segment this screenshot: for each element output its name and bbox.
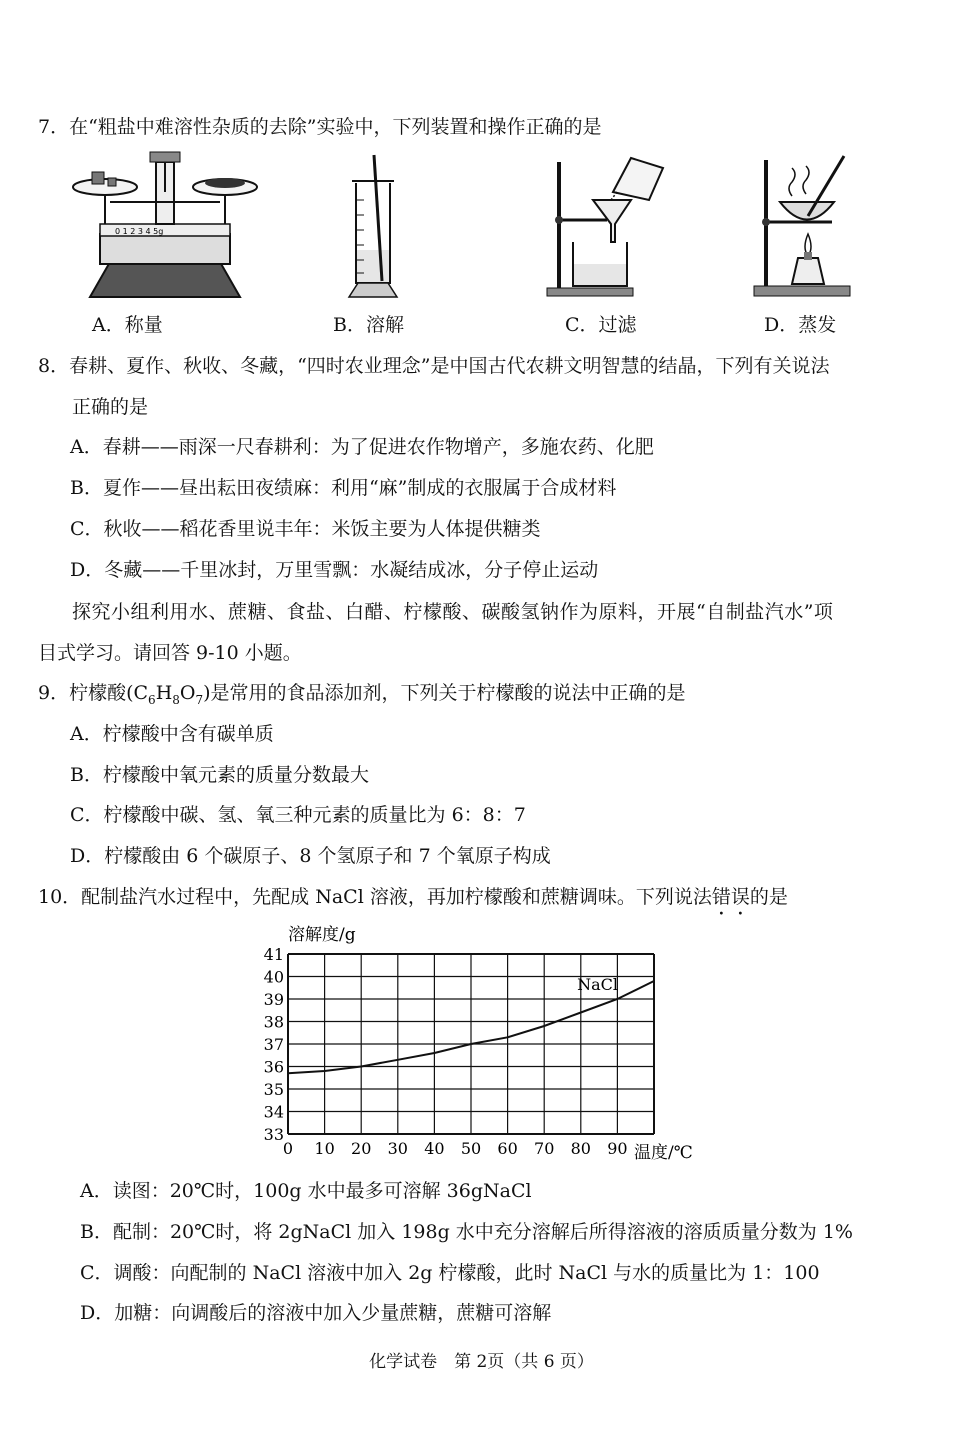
q9-stem-suffix: )是常用的食品添加剂，下列关于柠檬酸的说法中正确的是 — [203, 682, 686, 704]
chart-series-label-nacl: NaCl — [577, 975, 619, 994]
q7-stem: 7．在“粗盐中难溶性杂质的去除”实验中，下列装置和操作正确的是 — [38, 116, 602, 138]
y-tick-label: 37 — [263, 1035, 284, 1054]
x-tick-label: 40 — [424, 1139, 445, 1158]
q9-subscript-h: 8 — [172, 692, 180, 707]
x-tick-label: 20 — [351, 1139, 372, 1158]
chart-y-axis-label: 溶解度/g — [288, 925, 356, 945]
intro-line1: 探究小组利用水、蔗糖、食盐、白醋、柠檬酸、碳酸氢钠作为原料，开展“自制盐汽水”项 — [72, 601, 834, 623]
q8-option-c: C．秋收——稻花香里说丰年：米饭主要为人体提供糖类 — [70, 518, 541, 540]
q8-stem-line2: 正确的是 — [72, 396, 149, 418]
y-tick-label: 36 — [263, 1057, 284, 1077]
y-tick-label: 38 — [263, 1012, 284, 1032]
q8-option-b: B．夏作——昼出耘田夜绩麻：利用“麻”制成的衣服属于合成材料 — [70, 477, 617, 499]
graduated-cylinder-figure — [344, 155, 404, 297]
evaporation-figure — [752, 152, 852, 297]
q8-stem-line1: 8．春耕、夏作、秋收、冬藏，“四时农业理念”是中国古代农耕文明智慧的结晶，下列有关说法 — [38, 355, 830, 377]
q9-option-b: B．柠檬酸中氧元素的质量分数最大 — [70, 764, 369, 786]
q10-option-a: A．读图：20℃时，100g 水中最多可溶解 36gNaCl — [80, 1180, 532, 1202]
x-tick-label: 60 — [497, 1139, 518, 1158]
y-tick-label: 35 — [263, 1080, 284, 1099]
q10-option-b: B．配制：20℃时，将 2gNaCl 加入 198g 水中充分溶解后所得溶液的溶质质量分数为 1% — [80, 1221, 853, 1243]
filtration-figure — [545, 152, 680, 297]
y-tick-label: 39 — [263, 990, 284, 1009]
chart-x-axis-label: 温度/℃ — [634, 1143, 693, 1163]
q7-caption-a: A．称量 — [92, 314, 163, 336]
x-tick-label: 30 — [387, 1139, 408, 1158]
q9-option-c: C．柠檬酸中碳、氢、氧三种元素的质量比为 6：8：7 — [70, 804, 526, 826]
x-tick-label: 70 — [534, 1139, 555, 1158]
q7-caption-b: B．溶解 — [333, 314, 404, 336]
q9-subscript-o: 7 — [195, 692, 204, 707]
q9-formula-o: O — [179, 682, 196, 704]
x-tick-label: 80 — [570, 1139, 591, 1158]
q10-emphasis-2: 误 — [730, 886, 750, 908]
q9-subscript-c: 6 — [148, 692, 156, 707]
y-tick-label: 41 — [263, 945, 284, 964]
q10-emphasis-1: 错 — [711, 886, 731, 908]
y-tick-label: 33 — [263, 1125, 284, 1144]
x-tick-label: 10 — [314, 1139, 335, 1158]
q10-stem-suffix: 的是 — [749, 886, 788, 908]
q10-option-c: C．调酸：向配制的 NaCl 溶液中加入 2g 柠檬酸，此时 NaCl 与水的质量比为 1：100 — [80, 1262, 820, 1284]
q9-formula-h: H — [155, 682, 173, 704]
q9-option-a: A．柠檬酸中含有碳单质 — [70, 723, 274, 745]
q9-option-d: D．柠檬酸由 6 个碳原子、8 个氢原子和 7 个氧原子构成 — [70, 845, 551, 867]
solubility-chart — [260, 920, 710, 1165]
q7-caption-d: D．蒸发 — [764, 314, 837, 336]
q7-caption-c: C．过滤 — [565, 314, 637, 336]
q10-stem-prefix: 10．配制盐汽水过程中，先配成 NaCl 溶液，再加柠檬酸和蔗糖调味。下列说法 — [38, 886, 712, 908]
q9-stem — [38, 680, 686, 713]
balance-scale-figure — [70, 152, 260, 297]
q9-stem-prefix: 9．柠檬酸(C — [38, 682, 149, 704]
svg-text:0 1 2 3 4 5g: 0 1 2 3 4 5g — [115, 227, 164, 236]
x-tick-label: 0 — [282, 1139, 294, 1158]
q10-option-d: D．加糖：向调酸后的溶液中加入少量蔗糖，蔗糖可溶解 — [80, 1302, 552, 1324]
q8-option-d: D．冬藏——千里冰封，万里雪飘：水凝结成冰，分子停止运动 — [70, 559, 599, 581]
q10-stem — [38, 884, 788, 910]
y-tick-label: 34 — [263, 1102, 284, 1122]
y-tick-label: 40 — [263, 967, 284, 987]
x-tick-label: 90 — [607, 1139, 628, 1158]
page-footer: 化学试卷 第 2页（共 6 页） — [369, 1352, 594, 1372]
x-tick-label: 50 — [460, 1139, 482, 1158]
q8-option-a: A．春耕——雨深一尺春耕利：为了促进农作物增产，多施农药、化肥 — [70, 436, 654, 458]
intro-line2: 目式学习。请回答 9-10 小题。 — [38, 642, 302, 664]
